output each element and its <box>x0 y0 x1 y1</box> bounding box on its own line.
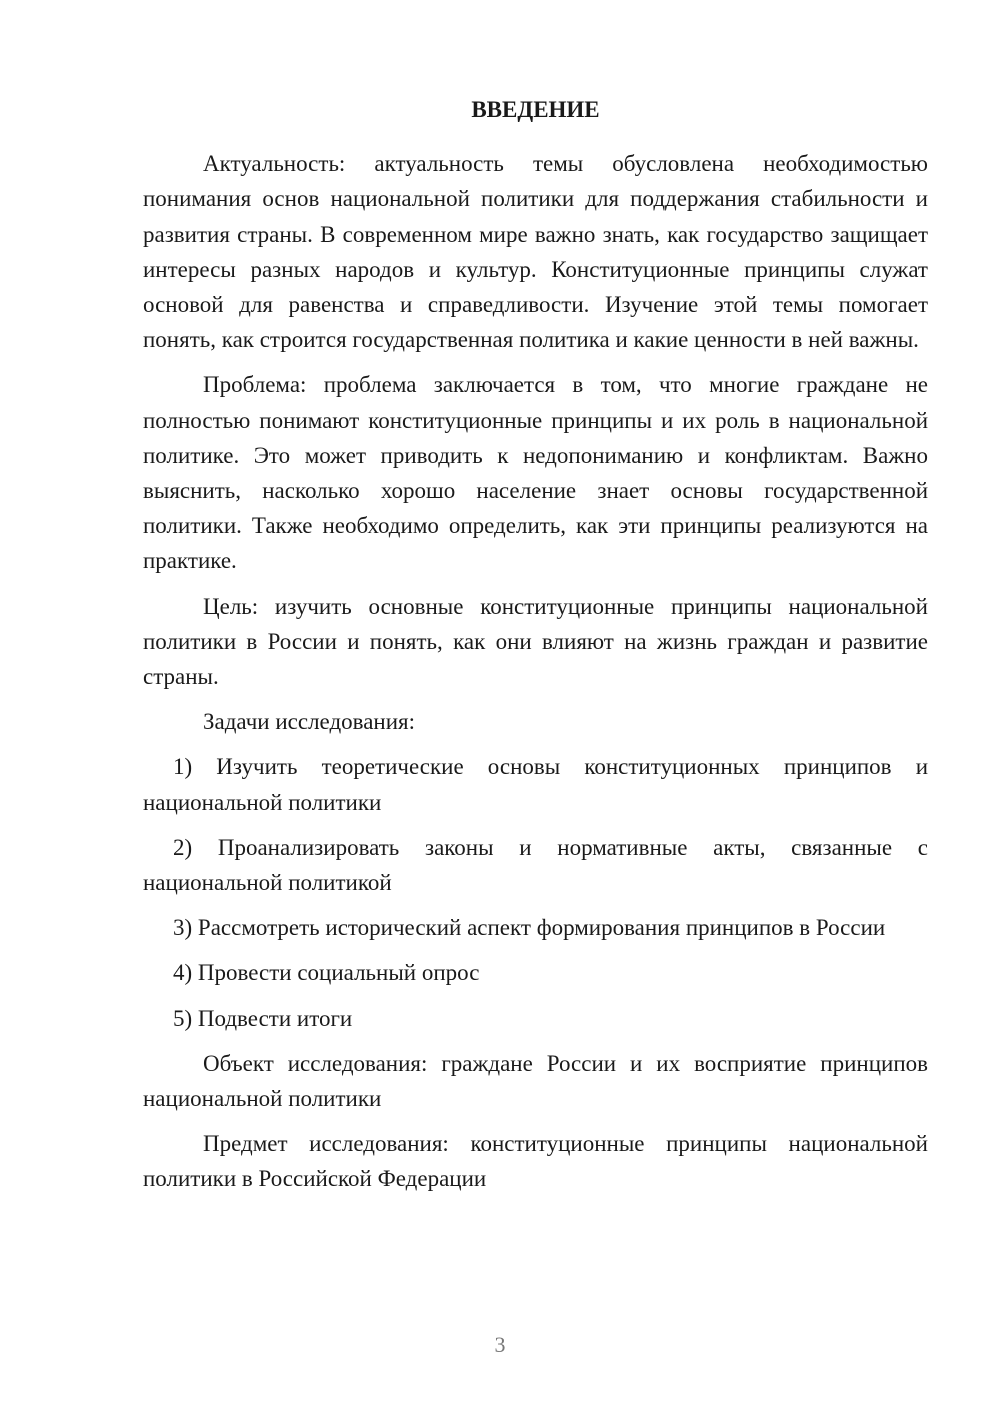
problem-paragraph: Проблема: проблема заключается в том, что многие граждане не полностью понимают конституционные принципы и их роль в национальной политике. Это может приводить к недопониманию и конфликтам. Важно выяснить, насколько хорошо население знает основы государственной политики. Также необходимо определить, как эти принципы реализуются на практике. <box>143 372 928 574</box>
task-item-3: 3) Рассмотреть исторический аспект формирования принципов в России <box>173 915 886 941</box>
relevance-paragraph: Актуальность: актуальность темы обусловлена необходимостью понимания основ национальной политики для поддержания стабильности и развития страны. В современном мире важно знать, как государство защищает интересы разных народов и культур. Конституционные принципы служат основой для равенства и справедливости. Изучение этой темы помогает понять, как строится государственная политика и какие ценности в ней важны. <box>143 151 928 353</box>
goal-paragraph: Цель: изучить основные конституционные принципы национальной политики в России и понять, как они влияют на жизнь граждан и развитие страны. <box>143 593 928 690</box>
subject-paragraph: Предмет исследования: конституционные принципы национальной политики в Российской Федерации <box>143 1131 928 1192</box>
task-item-2: 2) Проанализировать законы и нормативные акты, связанные с национальной политикой <box>143 834 928 896</box>
task-item-1: 1) Изучить теоретические основы конституционных принципов и национальной политики <box>143 754 928 815</box>
tasks-title: Задачи исследования: <box>203 709 416 735</box>
tasks-list <box>143 749 928 1035</box>
task-item-4: 4) Провести социальный опрос <box>173 960 480 986</box>
section-heading: ВВЕДЕНИЕ <box>471 97 600 122</box>
page-number: 3 <box>494 1332 506 1357</box>
object-paragraph: Объект исследования: граждане России и их восприятие принципов национальной политики <box>143 1050 928 1112</box>
task-item-5: 5) Подвести итоги <box>173 1005 353 1031</box>
page-content <box>143 92 928 1207</box>
